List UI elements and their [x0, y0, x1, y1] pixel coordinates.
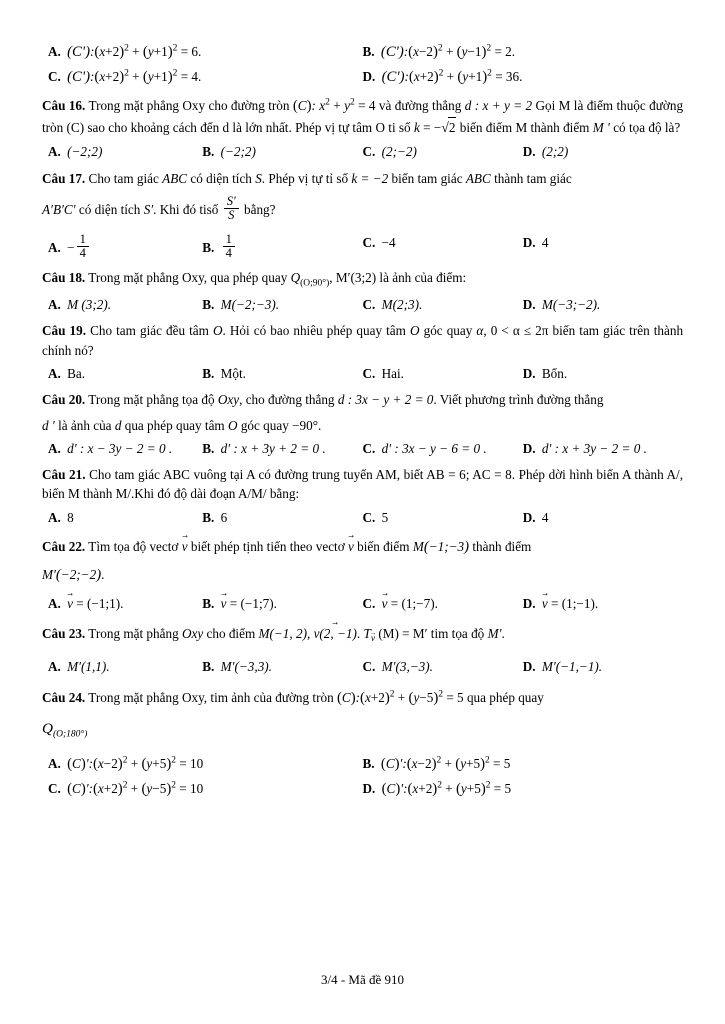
option-C: C. −4 — [362, 234, 396, 250]
question-cau18 — [42, 268, 683, 315]
option-C-text: $(C'):(x+2)^2 + (y+1)^2 = 4$. — [67, 69, 202, 86]
vector-v-icon: → v — [67, 594, 73, 613]
rotation-symbol: $Q_{(O;180^\circ)}$ — [42, 719, 88, 740]
option-A: A. $(C'):(x+2)^2 + (y+1)^2 = 6$. — [48, 43, 202, 60]
point-M: M(−1, 2) — [258, 625, 307, 641]
option-C: C. M(2;3). — [362, 297, 423, 313]
line-eq: d : 3x − y + 2 = 0 — [337, 391, 434, 407]
translation-symbol: T→ $_v$ — [363, 626, 375, 641]
option-A: A. − $\frac{1}{4}$ — [42, 233, 202, 261]
option-B: B. (−2;2) — [202, 144, 256, 160]
ratio-fraction: $\frac{S'}{S}$ — [224, 195, 239, 223]
option-B: B. d′ : x + 3y + 2 = 0 . — [202, 441, 326, 457]
question-cau20 — [42, 390, 683, 458]
question-stem-cont: d ′ là ảnh của d qua phép quay tâm O góc quay −90°. — [42, 417, 322, 433]
question-stem-cont — [42, 718, 683, 742]
option-C: C. M′(3,−3). — [362, 659, 433, 675]
option-D: D. $(C'):(x+2)^2 + (y+1)^2 = 36$. — [362, 69, 523, 86]
option-C: C. → v = (1;−7). — [363, 594, 523, 613]
ratio-k: k = −√2 — [414, 120, 460, 135]
question-cau23 — [42, 624, 683, 677]
point-M-prime: M′(−2;−2) — [42, 567, 102, 584]
option-A: A. M (3;2). — [48, 297, 112, 313]
option-D-text: $(C)':(x+2)^2 + (y+5)^2 = 5$ — [381, 781, 512, 798]
line-eq: d : x + y = 2 — [464, 97, 533, 113]
options-cau24-row1 — [42, 754, 683, 775]
option-B-text: $(C'):(x-2)^2 + (y-1)^2 = 2$. — [380, 43, 516, 60]
options-cau22 — [42, 594, 683, 613]
option-D: D. Bốn. — [522, 365, 568, 381]
circle-eq: (C): $x^2 + y^2 = 4$ — [292, 97, 379, 114]
question-stem: Câu 19. Cho tam giác đều tâm O. Hỏi có bao nhiêu phép quay tâm O góc quay α, 0 < α ≤ 2π biến tam giác trên thành chính nó? — [42, 323, 684, 358]
question-cau17 — [42, 169, 683, 261]
circle-eq: $(C):(x+2)^2 + (y-5)^2 = 5$ — [336, 689, 467, 707]
question-cau19 — [42, 321, 683, 382]
option-A: A. (−2;2) — [48, 144, 103, 160]
option-B-value: $\frac{1}{4}$ — [221, 240, 237, 255]
option-A-value: − $\frac{1}{4}$ — [67, 240, 91, 255]
options-cau16 — [42, 142, 683, 161]
options-cau24-row2 — [42, 779, 683, 800]
option-A: A. → v = (−1;1). — [42, 594, 202, 613]
vector-v-icon: → v — [382, 594, 388, 613]
option-D: D. d′ : x + 3y − 2 = 0 . — [522, 441, 647, 457]
option-A: A. 8 — [48, 509, 74, 525]
question-cau24 — [42, 688, 683, 801]
option-B: B. $\frac{1}{4}$ — [202, 233, 362, 261]
option-C: C. $(C'):(x+2)^2 + (y+1)^2 = 4$. — [48, 69, 202, 86]
point-M: M(−1;−3) — [412, 538, 470, 555]
question-cau21 — [42, 465, 683, 526]
question-stem-cont: A′B′C′ có diện tích S′. Khi đó tisố $\frac{S'}{S}$ bằng? — [42, 193, 276, 223]
question-stem: Câu 20. Trong mặt phẳng tọa độ Oxy, cho đường thẳng d : 3x − y + 2 = 0. Viết phương trình đường thẳng — [42, 391, 604, 407]
option-C: C. (2;−2) — [362, 144, 417, 160]
option-A: A. M′(1,1). — [48, 659, 110, 675]
option-C: C. $(C)':(x+2)^2 + (y-5)^2 = 10$ — [48, 781, 204, 798]
question-cau16 — [42, 96, 683, 162]
option-B: B. $(C'):(x-2)^2 + (y-1)^2 = 2$. — [362, 43, 516, 60]
option-C: C. 5 — [362, 509, 389, 525]
option-B: B. → v = (−1;7). — [202, 594, 362, 613]
option-B: B. 6 — [202, 509, 228, 525]
options-cau20 — [42, 439, 683, 458]
options-cau17 — [42, 233, 683, 261]
question-cau22 — [42, 537, 683, 614]
option-A-text: $(C'):(x+2)^2 + (y+1)^2 = 6$. — [67, 43, 202, 60]
option-B: B. $(C)':(x-2)^2 + (y+5)^2 = 5$ — [362, 755, 511, 772]
option-C-text: $(C)':(x+2)^2 + (y-5)^2 = 10$ — [67, 781, 204, 798]
option-D: D. 4 — [522, 509, 549, 525]
vector-v-icon: → v — [182, 537, 188, 556]
option-B-text: $(C)':(x-2)^2 + (y+5)^2 = 5$ — [380, 755, 511, 772]
top-options-row1 — [42, 42, 683, 63]
options-cau23 — [42, 657, 683, 676]
option-B: B. M(−2;−3). — [202, 297, 280, 313]
option-D: D. → v = (1;−1). — [523, 594, 683, 613]
option-D: D. $(C)':(x+2)^2 + (y+5)^2 = 5$ — [362, 781, 512, 798]
top-options-row2 — [42, 67, 683, 88]
option-A-text: $(C)':(x-2)^2 + (y+5)^2 = 10$ — [67, 755, 204, 772]
option-A: A. $(C)':(x-2)^2 + (y+5)^2 = 10$ — [48, 755, 204, 772]
question-stem: Câu 21. Cho tam giác ABC vuông tại A có đường trung tuyến AM, biết AB = 6; AC = 8. Phép dời hình biến A thành A/, biến M thành M/.Khi đó độ dài đoạn A/M/ bằng: — [42, 467, 683, 502]
options-cau18 — [42, 295, 683, 314]
question-stem: Câu 18. Trong mặt phẳng Oxy, qua phép quay $Q_{(O;90^\circ)}$, M′(3;2) là ảnh của điểm: — [42, 269, 467, 289]
options-cau19 — [42, 364, 683, 383]
question-stem: Câu 22. Tìm tọa độ vectơ → v biết phép tịnh tiến theo vectơ → v biến điểm M(−1;−3) thành điểm — [42, 537, 683, 558]
vector-v-icon: → v — [221, 594, 227, 613]
option-B: B. Một. — [202, 365, 246, 381]
question-stem: Câu 16. Trong mặt phẳng Oxy cho đường tròn (C): $x^2 + y^2 = 4$ và đường thẳng d : x + y = 2 Gọi M là điểm thuộc đường tròn (C) sao cho khoảng cách đến d là lớn nhất. Phép vị tự tâm O ti số k = −√2 biến điểm M thành điểm M ′ có tọa độ là? — [42, 96, 683, 139]
option-A: A. d′ : x − 3y − 2 = 0 . — [48, 441, 173, 457]
vector-v-icon: → v — [542, 594, 548, 613]
option-A: A. Ba. — [48, 365, 86, 381]
option-D: D. (2;2) — [522, 144, 569, 160]
option-D-text: $(C'):(x+2)^2 + (y+1)^2 = 36$. — [381, 69, 523, 86]
ratio-k: k = −2 — [351, 170, 389, 186]
option-B: B. M′(−3,3). — [202, 659, 272, 675]
option-D: D. 4 — [522, 234, 549, 250]
question-stem: Câu 24. Trong mặt phẳng Oxy, tim ảnh của đường tròn $(C):(x+2)^2 + (y-5)^2 = 5$ qua phép quay — [42, 689, 544, 707]
options-cau21 — [42, 508, 683, 527]
option-D: D. M′(−1,−1). — [522, 659, 603, 675]
option-C: C. Hai. — [362, 365, 404, 381]
page-footer: 3/4 - Mã đề 910 — [320, 972, 405, 988]
question-stem: Câu 17. Cho tam giác ABC có diện tích S. Phép vị tự tỉ số k = −2 biến tam giác ABC thành tam giác — [42, 170, 572, 186]
vector-v-icon: → v(2, −1) — [314, 624, 357, 643]
question-stem-cont: M′(−2;−2). — [42, 567, 105, 584]
question-stem: Câu 23. Trong mặt phẳng Oxy cho điểm M(−1, 2), → v(2, −1). T→ $_v$ (M) = M′ tim tọa độ M′. — [42, 624, 683, 647]
rotation-symbol: $Q_{(O;90^\circ)}$ — [290, 269, 330, 289]
vector-v-icon: → v — [348, 537, 354, 556]
option-C: C. d′ : 3x − y − 6 = 0 . — [362, 441, 487, 457]
option-D: D. M(−3;−2). — [522, 297, 601, 313]
